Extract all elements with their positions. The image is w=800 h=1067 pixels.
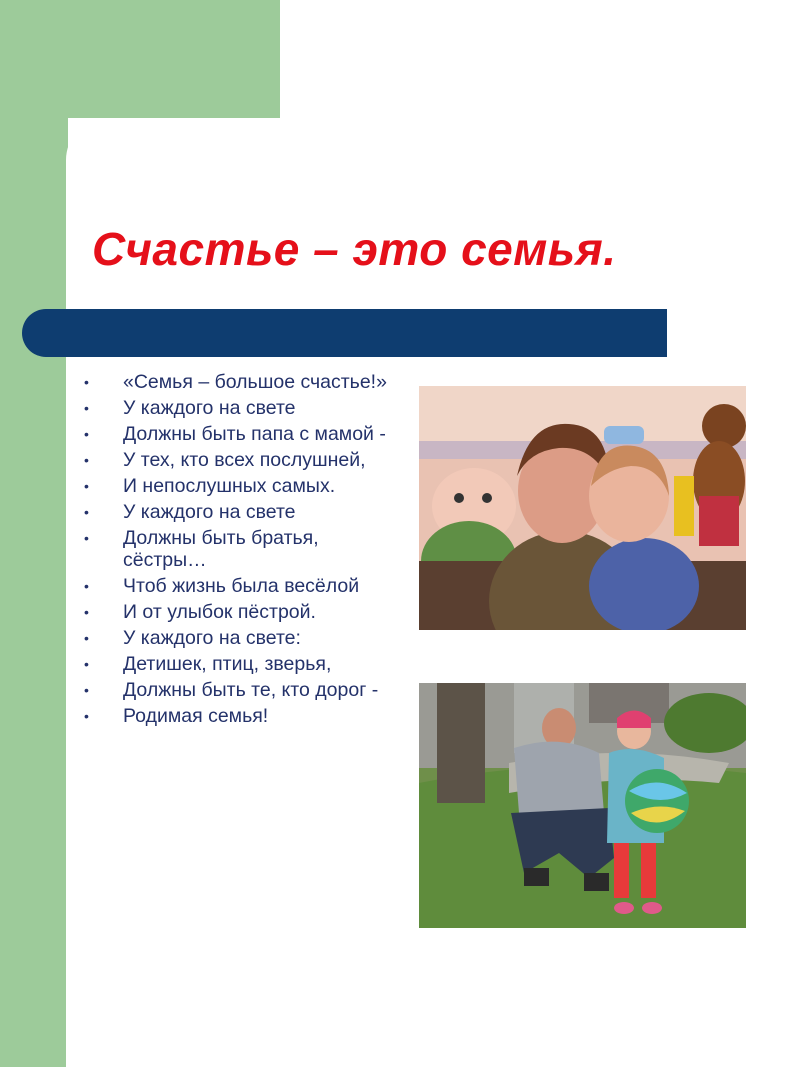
photo-mother-and-child (419, 386, 746, 630)
poem-line: • У каждого на свете (82, 397, 402, 419)
poem-line: • У каждого на свете (82, 501, 402, 523)
poem-list (82, 371, 402, 731)
title-underline-bar (22, 309, 667, 357)
poem-line: • Чтоб жизнь была весёлой (82, 575, 402, 597)
poem-line: • «Семья – большое счастье!» (82, 371, 402, 393)
poem-line: • Должны быть папа с мамой - (82, 423, 402, 445)
poem-line: • Детишек, птиц, зверья, (82, 653, 402, 675)
decor-green-block (0, 0, 280, 118)
poem-line: • У каждого на свете: (82, 627, 402, 649)
poem-line: • И от улыбок пёстрой. (82, 601, 402, 623)
poem-line: • И непослушных самых. (82, 475, 402, 497)
slide-title: Счастье – это семья. (92, 223, 617, 275)
photo-father-and-daughter (419, 683, 746, 928)
poem-line: • Должны быть те, кто дорог - (82, 679, 402, 701)
poem-line: • Должны быть братья, сёстры… (82, 527, 402, 571)
poem-line: • Родимая семья! (82, 705, 402, 727)
poem-line: • У тех, кто всех послушней, (82, 449, 402, 471)
decor-green-strip (0, 0, 68, 1067)
